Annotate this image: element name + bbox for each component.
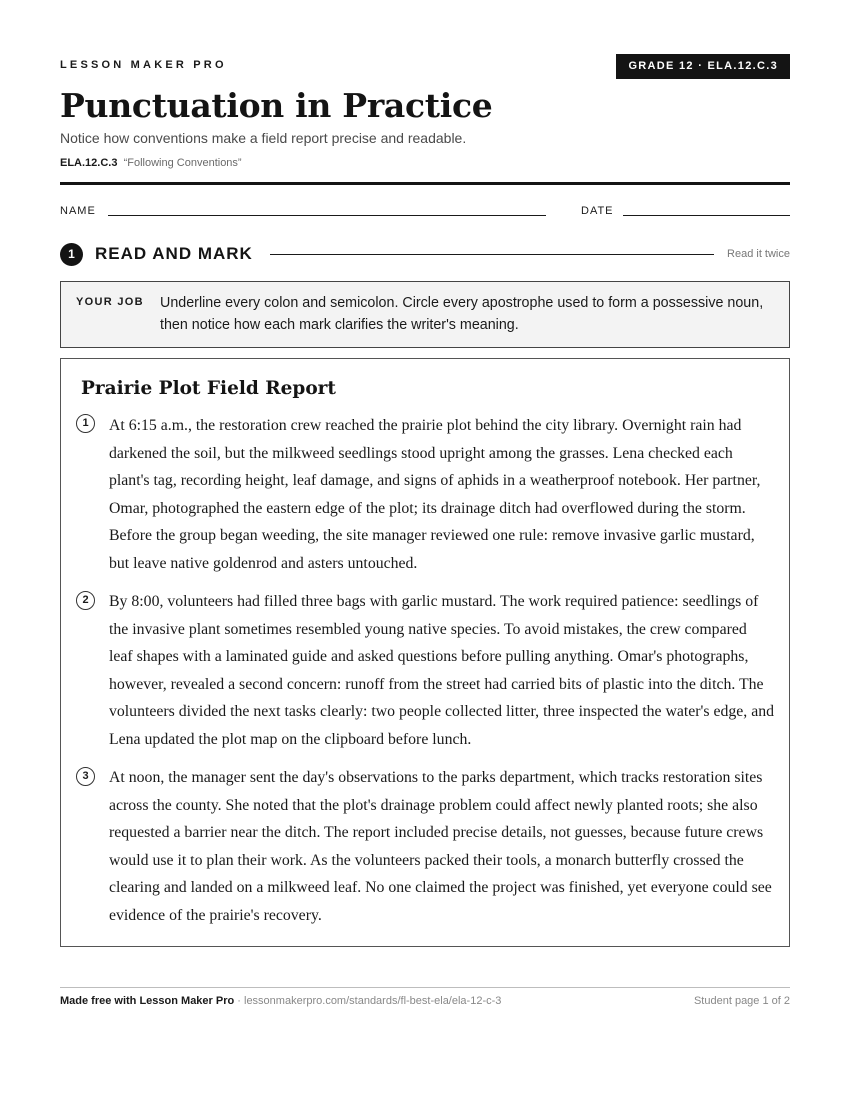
standard-reference [60,157,242,169]
section-note: Read it twice [727,248,790,260]
footer-made-with: Made free with Lesson Maker Pro [60,995,235,1007]
name-field[interactable] [108,215,546,216]
name-label: NAME [60,205,96,217]
footer-credit [60,995,501,1007]
footer-divider [60,987,790,988]
date-field[interactable] [623,215,790,216]
page-subtitle: Notice how conventions make a field report precise and readable. [60,130,467,146]
standard-code: ELA.12.C.3 [60,157,118,169]
instructions-label: YOUR JOB [76,296,144,308]
footer-url-link[interactable]: lessonmakerpro.com/standards/fl-best-ela/ela-12-c-3 [244,995,502,1007]
header-divider [60,182,790,185]
paragraph-3: At noon, the manager sent the day's observations to the parks department, which tracks restoration sites across the county. She noted that the plot's drainage problem could affect newly planted roots; she also requested a barrier near the ditch. The report included precise details, not guesses, because future crews would use it to plan their work. As the volunteers packed their tools, a monarch butterfly crossed the clearing and landed on a milkweed leaf. No one claimed the project was finished, yet everyone could see evidence of the prairie's recovery. [109,769,772,924]
paragraph-number-2: 2 [76,591,95,610]
paragraph-1: At 6:15 a.m., the restoration crew reached the prairie plot behind the city library. Overnight rain had darkened the soil, but the milkweed seedlings stood upright among the grasses. Lena checked each plant's tag, recording height, leaf damage, and signs of aphids in a weatherproof notebook. Her partner, Omar, photographed the eastern edge of the plot; its drainage ditch had overflowed during the storm. Before the group began weeding, the site manager reviewed one rule: remove invasive garlic mustard, but leave native goldenrod and asters untouched. [109,417,761,572]
paragraph-2: By 8:00, volunteers had filled three bags with garlic mustard. The work required patience: seedlings of the invasive plant sometimes resembled young native species. To avoid mistakes, the crew compared leaf shapes with a laminated guide and asked questions before pulling anything. Omar's photographs, however, revealed a second concern: runoff from the street had carried bits of plastic into the ditch. The volunteers divided the next tasks clearly: two people collected litter, three inspected the water's edge, and Lena updated the plot map on the clipboard before lunch. [109,593,775,748]
grade-badge: GRADE 12 · ELA.12.C.3 [616,54,790,79]
footer-page-number: Student page 1 of 2 [693,995,790,1007]
section-number-badge: 1 [60,243,83,266]
page-title: Punctuation in Practice [60,86,493,125]
section-divider [270,254,714,255]
instructions-box [60,281,790,348]
section-title: READ AND MARK [95,244,253,263]
instructions-text: Underline every colon and semicolon. Circle every apostrophe used to form a possessive noun, then notice how each mark clarifies the writer's meaning. [160,295,764,333]
date-label: DATE [581,205,614,217]
paragraph-number-1: 1 [76,414,95,433]
paragraph-number-3: 3 [76,767,95,786]
passage-title: Prairie Plot Field Report [81,378,336,399]
brand-name: LESSON MAKER PRO [60,59,227,71]
standard-name: “Following Conventions” [123,157,242,169]
footer-separator: · [234,995,244,1007]
reading-passage [60,358,790,947]
